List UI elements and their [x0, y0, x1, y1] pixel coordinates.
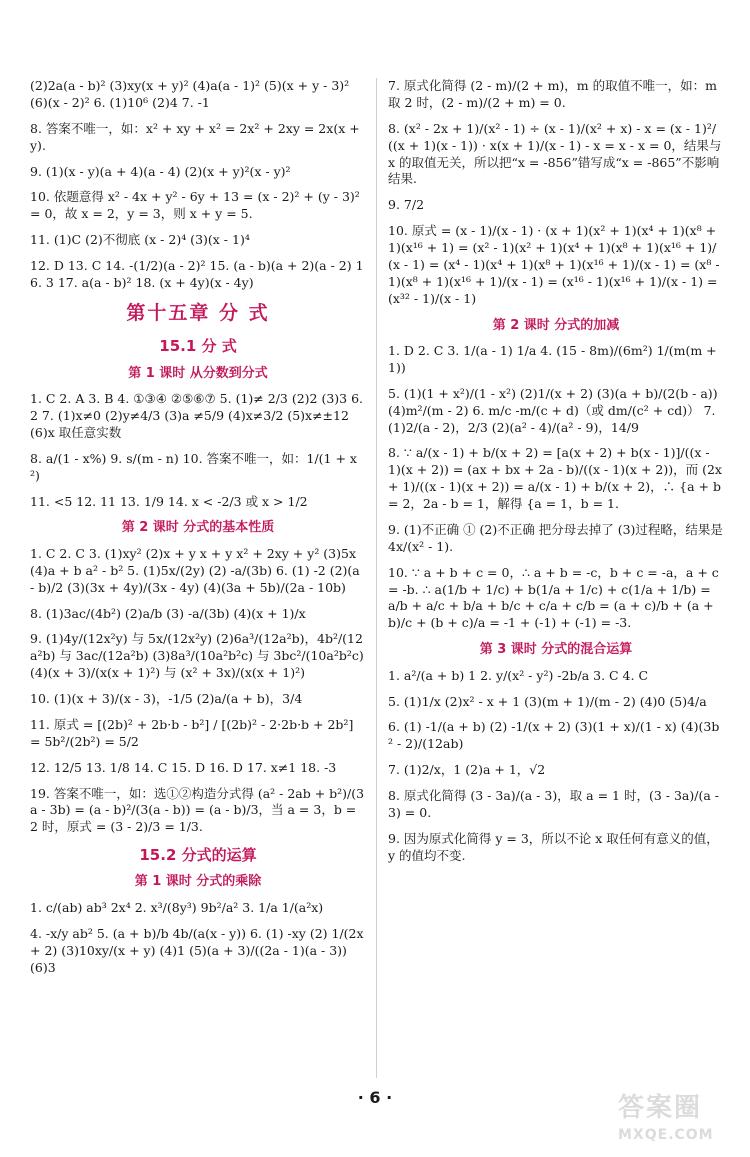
lesson-heading: 第 2 课时 分式的加减: [492, 317, 620, 333]
answer-line: 10. ∵ a + b + c = 0，∴ a + b = -c，b + c = -a，a + c = -b. ∴ a(1/b + 1/c) + b(1/a + 1/c) + c(1/a + 1/b) = a/b + a/c + b/a + b/c + c/a + c/b = (a + c)/b + (a + b)/c + (b + c)/a = -1 + (-1) + (-1) = -3.: [388, 564, 719, 631]
watermark-logo-text: 答案圈: [618, 1093, 703, 1123]
answer-line: (2)2a(a - b)² (3)xy(x + y)² (4)a(a - 1)² (5)(x + y - 3)² (6)(x - 2)² 6. (1)10⁶ (2)4 7. -1: [30, 78, 350, 110]
answer-line: 4. -x/y ab² 5. (a + b)/b 4b/(a(x - y)) 6. (1) -xy (2) 1/(2x + 2) (3)10xy/(x + y) (4)1 (5)(a + 3)/((2a - 1)(a - 3)) (6)3: [30, 925, 364, 975]
answer-line: 11. <5 12. 11 13. 1/9 14. x < -2/3 或 x > 1/2: [30, 493, 308, 509]
lesson-heading: 第 2 课时 分式的基本性质: [121, 520, 275, 536]
answer-line: 1. c/(ab) ab³ 2x⁴ 2. x³/(8y³) 9b²/a² 3. 1/a 1/(a²x): [30, 900, 324, 916]
answer-line: 7. (1)2/x，1 (2)a + 1，√2: [388, 762, 546, 778]
answer-line: 1. C 2. C 3. (1)xy² (2)x + y x + y x² + 2xy + y² (3)5x (4)a + b a² - b² 5. (1)5x/(2y) (2) -a/(3b) 6. (1) -2 (2)(a - b)/2 (3)(3x + 4y)/(3x - 4y) (4)(3a + 5b)/(2a - 10b): [30, 545, 360, 595]
answer-line: 9. (1)4y/(12x²y) 与 5x/(12x²y) (2)6a³/(12a²b)，4b²/(12a²b) 与 3ac/(12a²b) (3)8a³/(10a²b²c) 与 3bc²/(10a²b²c) (4)(x + 3)/(x(x + 1)²) 与 (x² + 3x)/(x(x + 1)²): [30, 631, 364, 681]
answer-line: 8. ∵ a/(x - 1) + b/(x + 2) = [a(x + 2) + b(x - 1)]/((x - 1)(x + 2)) = (ax + bx + 2a - b)/((x - 1)(x + 2))，而 (2x + 1)/((x - 1)(x + 2)) = a/(x - 1) + b/(x + 2)，∴ {a + b = 2，2a - b = 1，解得 {a = 1，b = 1.: [388, 445, 722, 512]
answer-line: 1. a²/(a + b) 1 2. y/(x² - y²) -2b/a 3. C 4. C: [388, 667, 649, 683]
watermark-logo: [618, 1091, 736, 1149]
answer-line: 19. 答案不唯一，如：选①②构造分式得 (a² - 2ab + b²)/(3a - 3b) = (a - b)²/(3(a - b)) = (a - b)/3，当 a = 3，b = 2 时，原式 = (3 - 2)/3 = 1/3.: [30, 785, 365, 835]
answer-line: 12. 12/5 13. 1/8 14. C 15. D 16. D 17. x≠1 18. -3: [30, 759, 337, 775]
answer-line: 9. (1)不正确 ① (2)不正确 把分母去掉了 (3)过程略，结果是 4x/(x² - 1).: [388, 521, 723, 554]
lesson-heading: 第 3 课时 分式的混合运算: [479, 642, 633, 658]
answer-line: 10. 原式 = (x - 1)/(x - 1) · (x + 1)(x² + 1)(x⁴ + 1)(x⁸ + 1)(x¹⁶ + 1) = (x² - 1)(x² + 1)(x⁴ + 1)(x⁸ + 1)(x¹⁶ + 1)/(x - 1) = (x⁴ - 1)(x⁴ + 1)(x⁸ + 1)(x¹⁶ + 1)/(x - 1) = (x⁸ - 1)(x⁸ + 1)(x¹⁶ + 1)/(x - 1) = (x¹⁶ - 1)(x¹⁶ + 1)/(x - 1) = (x³² - 1)/(x - 1): [388, 223, 720, 306]
answer-line: 12. D 13. C 14. -(1/2)(a - 2)² 15. (a - b)(a + 2)(a - 2) 16. 3 17. a(a - b)² 18. (x + 4y)(x - 4y): [30, 258, 364, 290]
answer-line: 10. (1)(x + 3)/(x - 3)，-1/5 (2)a/(a + b)，3/4: [30, 691, 303, 707]
answer-line: 1. C 2. A 3. B 4. ①③④ ②⑤⑥⑦ 5. (1)≠ 2/3 (2)2 (3)3 6. 2 7. (1)x≠0 (2)y≠4/3 (3)a ≠5/9 (4)x≠3/2 (5)x≠±12 (6)x 取任意实数: [30, 391, 364, 440]
page-number: · 6 ·: [357, 1088, 393, 1107]
answer-line: 8. a/(1 - x%) 9. s/(m - n) 10. 答案不唯一，如：1/(1 + x²): [30, 450, 357, 483]
answer-line: 9. (1)(x - y)(a + 4)(a - 4) (2)(x + y)²(x - y)²: [30, 163, 291, 179]
section-heading: 15.1 分 式: [159, 337, 237, 356]
answer-line: 8. 原式化简得 (3 - 3a)/(a - 3)，取 a = 1 时，(3 - 3a)/(a - 3) = 0.: [388, 788, 719, 820]
answer-line: 8. 答案不唯一，如：x² + xy + x² = 2x² + 2xy = 2x(x + y).: [30, 120, 360, 153]
answer-line: 11. 原式 = [(2b)² + 2b·b - b²] / [(2b)² - 2·2b·b + 2b²] = 5b²/(2b²) = 5/2: [30, 716, 354, 749]
answer-line: 7. 原式化简得 (2 - m)/(2 + m)，m 的取值不唯一，如：m 取 2 时，(2 - m)/(2 + m) = 0.: [388, 78, 717, 110]
watermark-site-text: MXQE.COM: [618, 1127, 714, 1144]
answer-line: 9. 7/2: [388, 197, 425, 213]
answer-line: 8. (x² - 2x + 1)/(x² - 1) ÷ (x - 1)/(x² + x) - x = (x - 1)²/((x + 1)(x - 1)) · x(x + 1)/(x - 1) - x = x - x = 0，结果与 x 的取值无关，所以把“x = -856”错写成“x = -865”不影响结果.: [388, 120, 722, 187]
lesson-heading: 第 1 课时 分式的乘除: [134, 874, 262, 890]
answer-line: 6. (1) -1/(a + b) (2) -1/(x + 2) (3)(1 + x)/(1 - x) (4)(3b² - 2)/(12ab): [388, 719, 720, 752]
answer-line: 8. (1)3ac/(4b²) (2)a/b (3) -a/(3b) (4)(x + 1)/x: [30, 605, 306, 621]
answer-line: 10. 依题意得 x² - 4x + y² - 6y + 13 = (x - 2)² + (y - 3)² = 0，故 x = 2，y = 3，则 x + y = 5.: [30, 189, 360, 222]
chapter-heading: 第十五章 分 式: [126, 301, 270, 324]
right-column: [388, 78, 724, 874]
lesson-heading: 第 1 课时 从分数到分式: [128, 365, 268, 381]
section-heading: 15.2 分式的运算: [139, 846, 257, 865]
column-divider: [376, 78, 377, 1078]
answer-line: 9. 因为原式化简得 y = 3，所以不论 x 取任何有意义的值，y 的值均不变.: [388, 830, 719, 863]
answer-line: 1. D 2. C 3. 1/(a - 1) 1/a 4. (15 - 8m)/(6m²) 1/(m(m + 1)): [388, 343, 717, 375]
answer-line: 5. (1)1/x (2)x² - x + 1 (3)(m + 1)/(m - 2) (4)0 (5)4/a: [388, 693, 707, 709]
left-column: [30, 78, 366, 986]
answer-line: 11. (1)C (2)不彻底 (x - 2)⁴ (3)(x - 1)⁴: [30, 232, 250, 248]
answer-line: 5. (1)(1 + x²)/(1 - x²) (2)1/(x + 2) (3)(a + b)/(2(b - a)) (4)m²/(m - 2) 6. m/c -m/(c + d)（或 dm/(c² + cd)） 7. (1)2/(a - 2)，2/3 (2)(a² - 4)/(a² - 9)，14/9: [388, 385, 718, 435]
